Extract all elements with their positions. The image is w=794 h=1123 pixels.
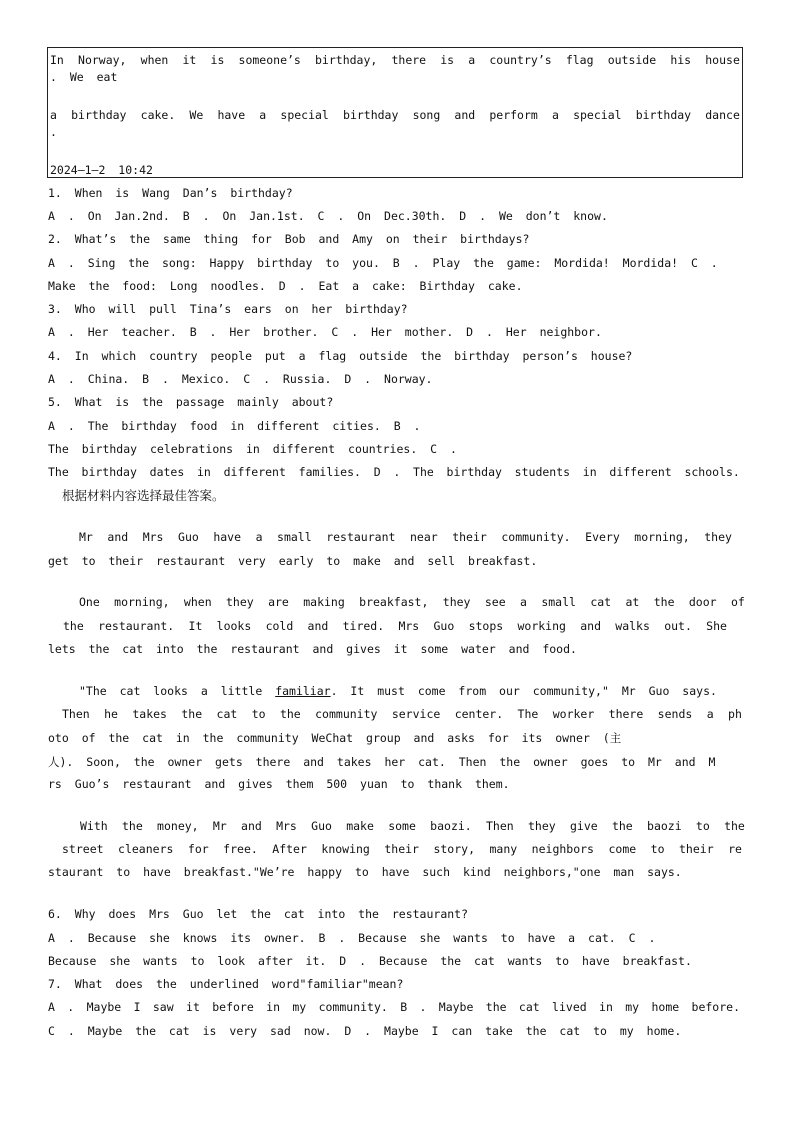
- question-options: A . The birthday food in different cities. B .: [48, 419, 421, 433]
- timestamp: 2024—1—2 10:42: [50, 163, 153, 177]
- question-options: A . Sing the song: Happy birthday to you. B . Play the game: Mordida! Mordida! C .: [48, 256, 718, 270]
- question-options: The birthday dates in different families. D . The birthday students in different schools.: [48, 465, 740, 479]
- question-stem: 6. Why does Mrs Guo let the cat into the restaurant?: [48, 907, 469, 921]
- question-options: Make the food: Long noodles. D . Eat a cake: Birthday cake.: [48, 279, 523, 293]
- passage-line: [79, 684, 736, 698]
- passage-line: Then he takes the cat to the community service center. The worker there sends a ph: [62, 707, 742, 721]
- reading-passage-box: [47, 47, 743, 178]
- box-text-line: .: [50, 125, 57, 139]
- question-stem: 7. What does the underlined word"familiar"mean?: [48, 977, 404, 991]
- passage-line: One morning, when they are making breakfast, they see a small cat at the door of: [79, 595, 745, 609]
- question-stem: 4. In which country people put a flag outside the birthday person’s house?: [48, 349, 633, 363]
- underlined-word-familiar: familiar: [275, 684, 331, 698]
- question-options: A . Maybe I saw it before in my community. B . Maybe the cat lived in my home before.: [48, 1000, 740, 1014]
- box-text-line: In Norway, when it is someone’s birthday, there is a country’s flag outside his house: [50, 53, 740, 67]
- passage-line: With the money, Mr and Mrs Guo make some baozi. Then they give the baozi to the: [80, 819, 745, 833]
- passage-line: Mr and Mrs Guo have a small restaurant near their community. Every morning, they: [79, 530, 732, 544]
- passage-text: "The cat looks a little: [79, 684, 263, 698]
- passage-line: street cleaners for free. After knowing their story, many neighbors come to their re: [62, 842, 742, 856]
- question-stem: 1. When is Wang Dan’s birthday?: [48, 186, 293, 200]
- passage-line: 人). Soon, the owner gets there and takes her cat. Then the owner goes to Mr and M: [48, 755, 716, 769]
- question-options: A . Her teacher. B . Her brother. C . Her mother. D . Her neighbor.: [48, 325, 602, 339]
- box-text-line: a birthday cake. We have a special birthday song and perform a special birthday dance: [50, 108, 740, 122]
- passage-line: lets the cat into the restaurant and gives it some water and food.: [48, 642, 577, 656]
- passage-line: get to their restaurant very early to make and sell breakfast.: [48, 554, 538, 568]
- box-text-line: . We eat: [50, 70, 118, 84]
- passage-line: staurant to have breakfast."We’re happy to have such kind neighbors,"one man says.: [48, 865, 682, 879]
- question-stem: 2. What’s the same thing for Bob and Amy on their birthdays?: [48, 232, 530, 246]
- passage-line: rs Guo’s restaurant and gives them 500 yuan to thank them.: [48, 777, 510, 791]
- question-options: Because she wants to look after it. D . Because the cat wants to have breakfast.: [48, 954, 692, 968]
- question-options: A . China. B . Mexico. C . Russia. D . Norway.: [48, 372, 433, 386]
- question-options: A . Because she knows its owner. B . Because she wants to have a cat. C .: [48, 931, 656, 945]
- question-options: The birthday celebrations in different countries. C .: [48, 442, 457, 456]
- question-options: A . On Jan.2nd. B . On Jan.1st. C . On Dec.30th. D . We don’t know.: [48, 209, 608, 223]
- question-options: C . Maybe the cat is very sad now. D . Maybe I can take the cat to my home.: [48, 1024, 682, 1038]
- question-stem: 5. What is the passage mainly about?: [48, 395, 334, 409]
- passage-line: oto of the cat in the community WeChat group and asks for its owner (主: [48, 731, 622, 745]
- passage-line: the restaurant. It looks cold and tired. Mrs Guo stops working and walks out. She: [63, 619, 727, 633]
- question-stem: 3. Who will pull Tina’s ears on her birthday?: [48, 302, 408, 316]
- section-instruction: 根据材料内容选择最佳答案。: [62, 488, 225, 503]
- passage-text: . It must come from our community," Mr Guo says.: [330, 684, 717, 698]
